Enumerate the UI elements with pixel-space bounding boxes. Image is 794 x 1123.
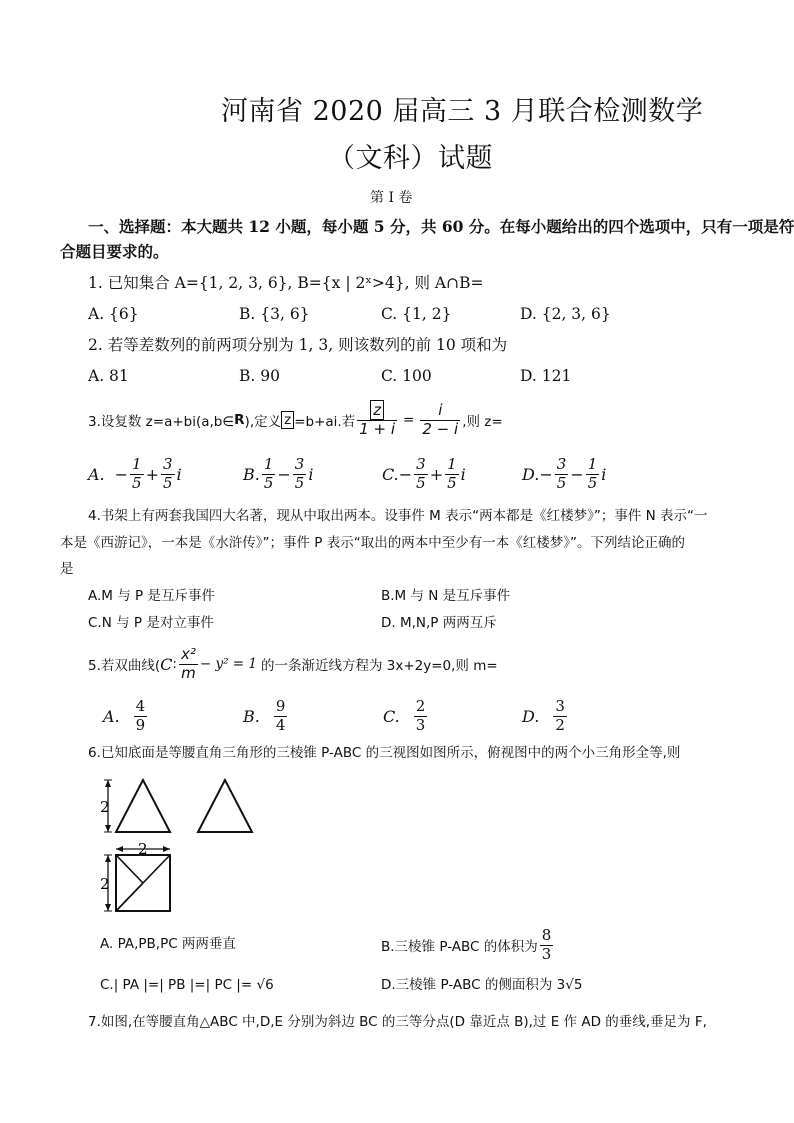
q6-option-c[interactable]: C.| PA |=| PB |=| PC |= √6 — [100, 977, 274, 993]
q2-option-d[interactable]: D. 121 — [520, 367, 572, 385]
q3-opt-b-d1: 5 — [263, 473, 274, 492]
q3-equals: = — [403, 412, 415, 428]
q3-opt-c-op: + — [429, 464, 444, 484]
side-view-triangle — [198, 780, 252, 832]
q3-frac-den: 1 + i — [359, 419, 396, 438]
q5-option-d[interactable] — [522, 694, 569, 738]
q3-opt-a-sign: − — [114, 464, 129, 484]
top-dim-label: 2 — [138, 840, 148, 858]
q3-opt-a-label: A. — [88, 464, 105, 484]
page-subtitle: （文科）试题 — [328, 143, 493, 174]
q5-option-a[interactable] — [103, 694, 149, 738]
q5-suffix: 的一条渐近线方程为 3x+2y=0,则 m= — [260, 658, 498, 674]
q3-prefix: 3.设复数 z=a+bi(a,b∈ — [88, 414, 235, 430]
q5-opt-a-label: A. — [103, 706, 120, 726]
q3-option-d[interactable] — [522, 452, 606, 496]
top-dim-arrow-right — [163, 846, 170, 852]
q3-fraction-right — [420, 402, 460, 438]
q3-opt-c-d1: 5 — [416, 473, 426, 492]
front-dim-label: 2 — [100, 798, 110, 816]
q4-stem-line3: 是 — [60, 561, 74, 577]
q3-frac2-num: i — [438, 401, 443, 420]
q3-opt-b-n2: 3 — [294, 455, 305, 474]
q5-opt-c-label: C. — [383, 706, 400, 726]
q4-stem-line1: 4.书架上有两套我国四大名著，现从中取出两本。设事件 M 表示“两本都是《红楼梦》”；事件 N 表示“一 — [88, 508, 708, 524]
q5-option-c[interactable] — [383, 694, 429, 738]
q3-fraction-left — [357, 402, 397, 438]
q5-opt-a-d: 9 — [135, 715, 146, 734]
q5-frac-num: x² — [180, 645, 196, 664]
q6-opt-b-text: B.三棱锥 P-ABC 的体积为 — [381, 939, 538, 955]
q3-opt-d-n2: 1 — [587, 455, 598, 474]
q3-mid1: ),定义 — [244, 414, 282, 430]
q5-opt-b-n: 9 — [275, 697, 286, 716]
q5-option-b[interactable] — [243, 694, 289, 738]
q4-stem-line2: 本是《西游记》，一本是《水浒传》”；事件 P 表示“取出的两本中至少有一本《红楼梦》”。下列结论正确的 — [60, 535, 685, 551]
three-view-figure — [98, 774, 258, 916]
q3-opt-a-d2: 5 — [163, 473, 173, 492]
q3-opt-a-op: + — [145, 464, 159, 484]
q2-option-a[interactable]: A. 81 — [88, 367, 129, 385]
q3-opt-a-d1: 5 — [132, 473, 142, 492]
q3-opt-d-d1: 5 — [556, 473, 567, 492]
front-view-triangle — [116, 780, 170, 832]
q5-rest: − y² = 1 — [199, 656, 257, 672]
q3-opt-d-i: i — [601, 464, 607, 484]
top-dim-arrow-left — [116, 846, 123, 852]
q6-stem: 6.已知底面是等腰直角三角形的三棱锥 P-ABC 的三视图如图所示，俯视图中的两个小三角形全等,则 — [88, 745, 681, 761]
top-view-line-1 — [116, 855, 143, 883]
side-dim-label: 2 — [100, 875, 110, 893]
q1-stem: 1. 已知集合 A={1, 2, 3, 6}, B={x | 2ˣ>4}, 则 A∩B= — [88, 274, 484, 292]
q4-option-c[interactable]: C.N 与 P 是对立事件 — [88, 615, 214, 631]
q6-option-a[interactable]: A. PA,PB,PC 两两垂直 — [100, 936, 236, 952]
volume-label: 第 I 卷 — [370, 190, 413, 206]
q3-opt-b-op: − — [277, 464, 291, 484]
q5-frac-den: m — [179, 664, 198, 682]
q6-option-b[interactable] — [381, 924, 555, 966]
q3-suffix: ,则 z= — [462, 414, 503, 430]
section-heading-line1: 一、选择题：本大题共 12 小题，每小题 5 分，共 60 分。在每小题给出的四个选项中，只有一项是符 — [88, 217, 794, 236]
q7-stem: 7.如图,在等腰直角△ABC 中,D,E 分别为斜边 BC 的三等分点(D 靠近点 B),过 E 作 AD 的垂线,垂足为 F, — [88, 1014, 707, 1030]
q3-opt-c-label: C. — [382, 464, 399, 484]
q3-opt-b-n1: 1 — [263, 455, 274, 474]
q3-opt-c-i: i — [460, 464, 466, 484]
q3-opt-d-n1: 3 — [556, 455, 567, 474]
q3-opt-b-label: B. — [243, 464, 260, 484]
q2-option-c[interactable]: C. 100 — [381, 367, 432, 385]
q3-opt-a-n1: 1 — [132, 455, 142, 474]
front-dim-arrow-top — [105, 780, 111, 787]
q3-opt-c-d2: 5 — [447, 473, 457, 492]
q3-opt-c-n2: 1 — [447, 455, 457, 474]
q5-stem — [88, 641, 498, 687]
q3-opt-c-sign: − — [398, 464, 413, 484]
q6-opt-b-den: 3 — [541, 944, 552, 963]
q3-opt-d-label: D. — [522, 464, 540, 484]
q3-mid2: =b+ai.若 — [294, 414, 356, 430]
q5-opt-d-n: 3 — [555, 697, 565, 716]
q3-opt-b-d2: 5 — [294, 473, 305, 492]
q3-frac2-den: 2 − i — [422, 419, 459, 438]
q5-prefix: 5.若双曲线( — [88, 658, 161, 674]
q3-conj-box: z — [281, 411, 294, 429]
q3-opt-a-n2: 3 — [163, 455, 173, 474]
q5-opt-c-d: 3 — [415, 715, 426, 734]
q3-opt-b-i: i — [308, 464, 314, 484]
q3-stem — [88, 399, 503, 441]
q4-option-a[interactable]: A.M 与 P 是互斥事件 — [88, 588, 215, 604]
side-dim-arrow-bottom — [105, 904, 111, 911]
q5-colon: : — [172, 656, 177, 672]
q5-opt-d-label: D. — [522, 706, 540, 726]
q3-opt-d-d2: 5 — [587, 473, 598, 492]
q3-option-c[interactable] — [382, 452, 466, 496]
q5-opt-d-d: 2 — [555, 715, 565, 734]
page-title: 河南省 2020 届高三 3 月联合检测数学 — [221, 96, 704, 127]
q4-option-b[interactable]: B.M 与 N 是互斥事件 — [381, 588, 511, 604]
q3-opt-c-n1: 3 — [416, 455, 426, 474]
side-dim-arrow-top — [105, 855, 111, 862]
section-heading-line2: 合题目要求的。 — [60, 242, 169, 261]
q1-option-c[interactable]: C. {1, 2} — [381, 305, 452, 323]
q3-opt-d-op: − — [570, 464, 584, 484]
q4-option-d[interactable]: D. M,N,P 两两互斥 — [381, 615, 497, 631]
q5-opt-b-d: 4 — [275, 715, 286, 734]
front-dim-arrow-bottom — [105, 825, 111, 832]
q3-frac-num: z — [370, 400, 384, 420]
q6-option-d[interactable]: D.三棱锥 P-ABC 的侧面积为 3√5 — [381, 977, 583, 993]
q3-option-a[interactable] — [88, 452, 182, 496]
q1-option-a[interactable]: A. {6} — [88, 305, 139, 323]
q2-stem: 2. 若等差数列的前两项分别为 1, 3, 则该数列的前 10 项和为 — [88, 336, 508, 354]
q1-option-b[interactable]: B. {3, 6} — [239, 305, 310, 323]
q3-real-symbol: R — [234, 412, 245, 428]
q2-option-b[interactable]: B. 90 — [239, 367, 280, 385]
q5-opt-b-label: B. — [243, 706, 260, 726]
q1-option-d[interactable]: D. {2, 3, 6} — [520, 305, 611, 323]
q6-opt-b-num: 8 — [541, 926, 552, 945]
q5-curve-name: C — [160, 654, 173, 674]
q3-opt-a-i: i — [176, 464, 182, 484]
q5-opt-c-n: 2 — [415, 697, 426, 716]
q5-opt-a-n: 4 — [135, 697, 146, 716]
q3-option-b[interactable] — [243, 452, 313, 496]
q3-opt-d-sign: − — [539, 464, 553, 484]
